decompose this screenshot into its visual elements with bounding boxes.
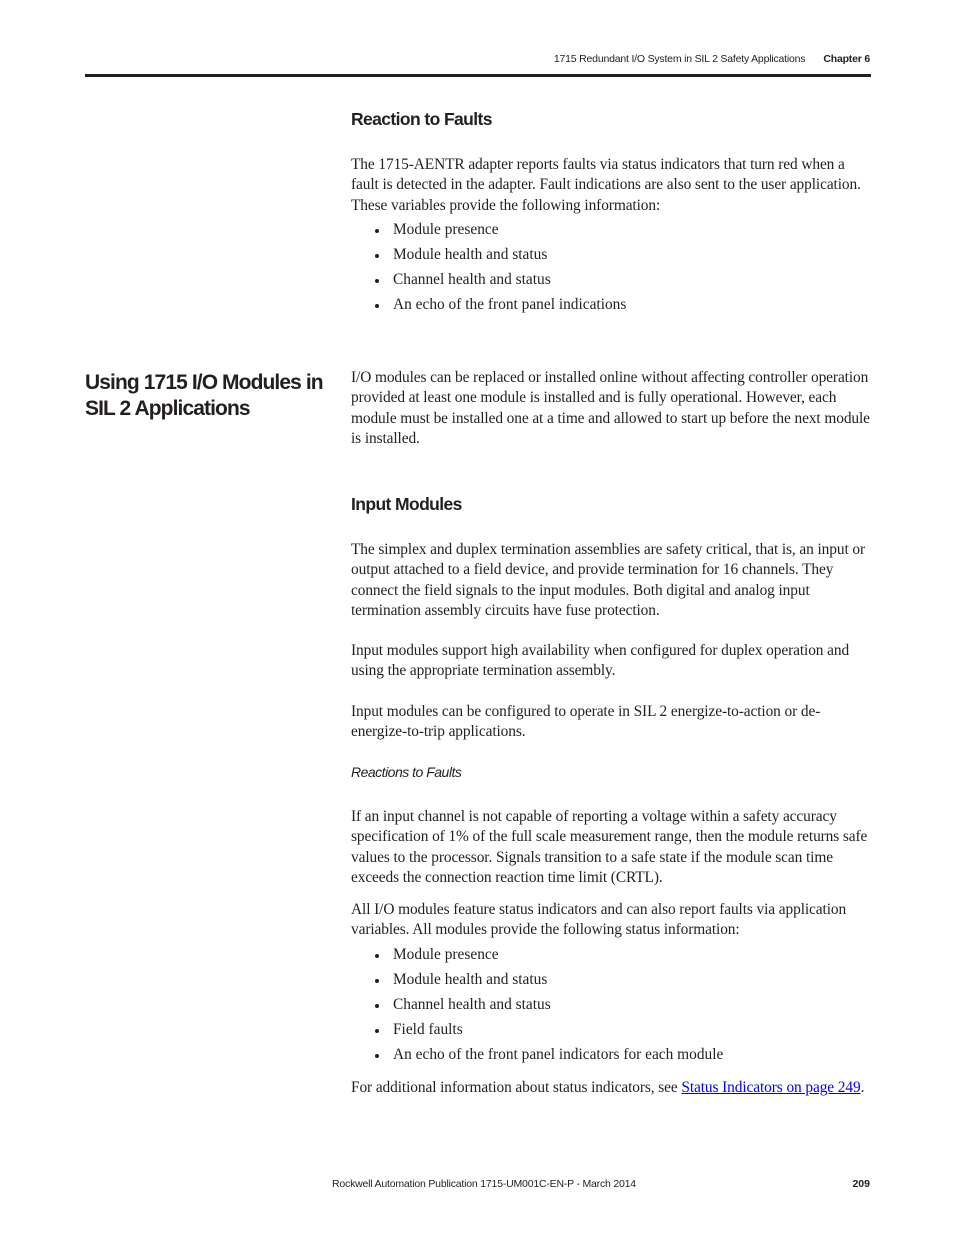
footer-publication: Rockwell Automation Publication 1715-UM001C-EN-P - March 2014: [332, 1178, 636, 1190]
running-header: [554, 53, 870, 65]
list-item: Module health and status: [351, 970, 723, 995]
header-chapter: Chapter 6: [823, 53, 870, 65]
list-item: Field faults: [351, 1020, 723, 1045]
reaction-to-faults-list: [351, 220, 626, 320]
status-indicators-link[interactable]: Status Indicators on page 249: [681, 1079, 861, 1096]
input-modules-heading: Input Modules: [351, 494, 462, 514]
reactions-to-faults-subheading: Reactions to Faults: [351, 764, 462, 780]
list-item: An echo of the front panel indicators for each module: [351, 1045, 723, 1070]
using-modules-paragraph: I/O modules can be replaced or installed online without affecting controller operation provided at least one module is installed and is fully operational. However, each module must be installed one at a time and allowed to start up before the next module is installed.: [351, 369, 870, 447]
list-item: An echo of the front panel indications: [351, 295, 626, 320]
list-item: Channel health and status: [351, 995, 723, 1020]
header-title: 1715 Redundant I/O System in SIL 2 Safety Applications: [553, 53, 806, 65]
list-item: Module presence: [351, 945, 723, 970]
more-info-suffix: .: [860, 1079, 865, 1096]
more-info-prefix: For additional information about status indicators, see: [351, 1079, 682, 1096]
section-heading-using-modules: Using 1715 I/O Modules in SIL 2 Applications: [85, 371, 323, 420]
input-modules-paragraph-1: The simplex and duplex termination assemblies are safety critical, that is, an input or output attached to a field device, and provide termination for 16 channels. They connect the field signals to the input modules. Both digital and analog input termination assembly circuits have fuse protection.: [351, 541, 866, 619]
more-info-paragraph: [351, 1078, 873, 1098]
status-information-list: [351, 945, 723, 1070]
list-item: Module health and status: [351, 245, 626, 270]
input-modules-paragraph-2: Input modules support high availability when configured for duplex operation and using the appropriate termination assembly.: [351, 642, 850, 680]
header-rule: [85, 74, 871, 77]
list-item: Module presence: [351, 220, 626, 245]
fault-paragraph-2: All I/O modules feature status indicators and can also report faults via application variables. All modules provide the following status information:: [351, 901, 847, 939]
reaction-to-faults-heading: Reaction to Faults: [351, 109, 492, 129]
input-modules-paragraph-3: Input modules can be configured to operate in SIL 2 energize-to-action or de-energize-to-trip applications.: [351, 703, 821, 741]
page-number: 209: [852, 1178, 870, 1190]
reaction-to-faults-paragraph: The 1715-AENTR adapter reports faults via status indicators that turn red when a fault is detected in the adapter. Fault indications are also sent to the user application. These variables provide the following information:: [351, 156, 861, 214]
list-item: Channel health and status: [351, 270, 626, 295]
fault-paragraph-1: If an input channel is not capable of reporting a voltage within a safety accuracy specification of 1% of the full scale measurement range, then the module returns safe values to the processor. Signals transition to a safe state if the module scan time exceeds the connection reaction time limit (CRTL).: [351, 808, 868, 886]
